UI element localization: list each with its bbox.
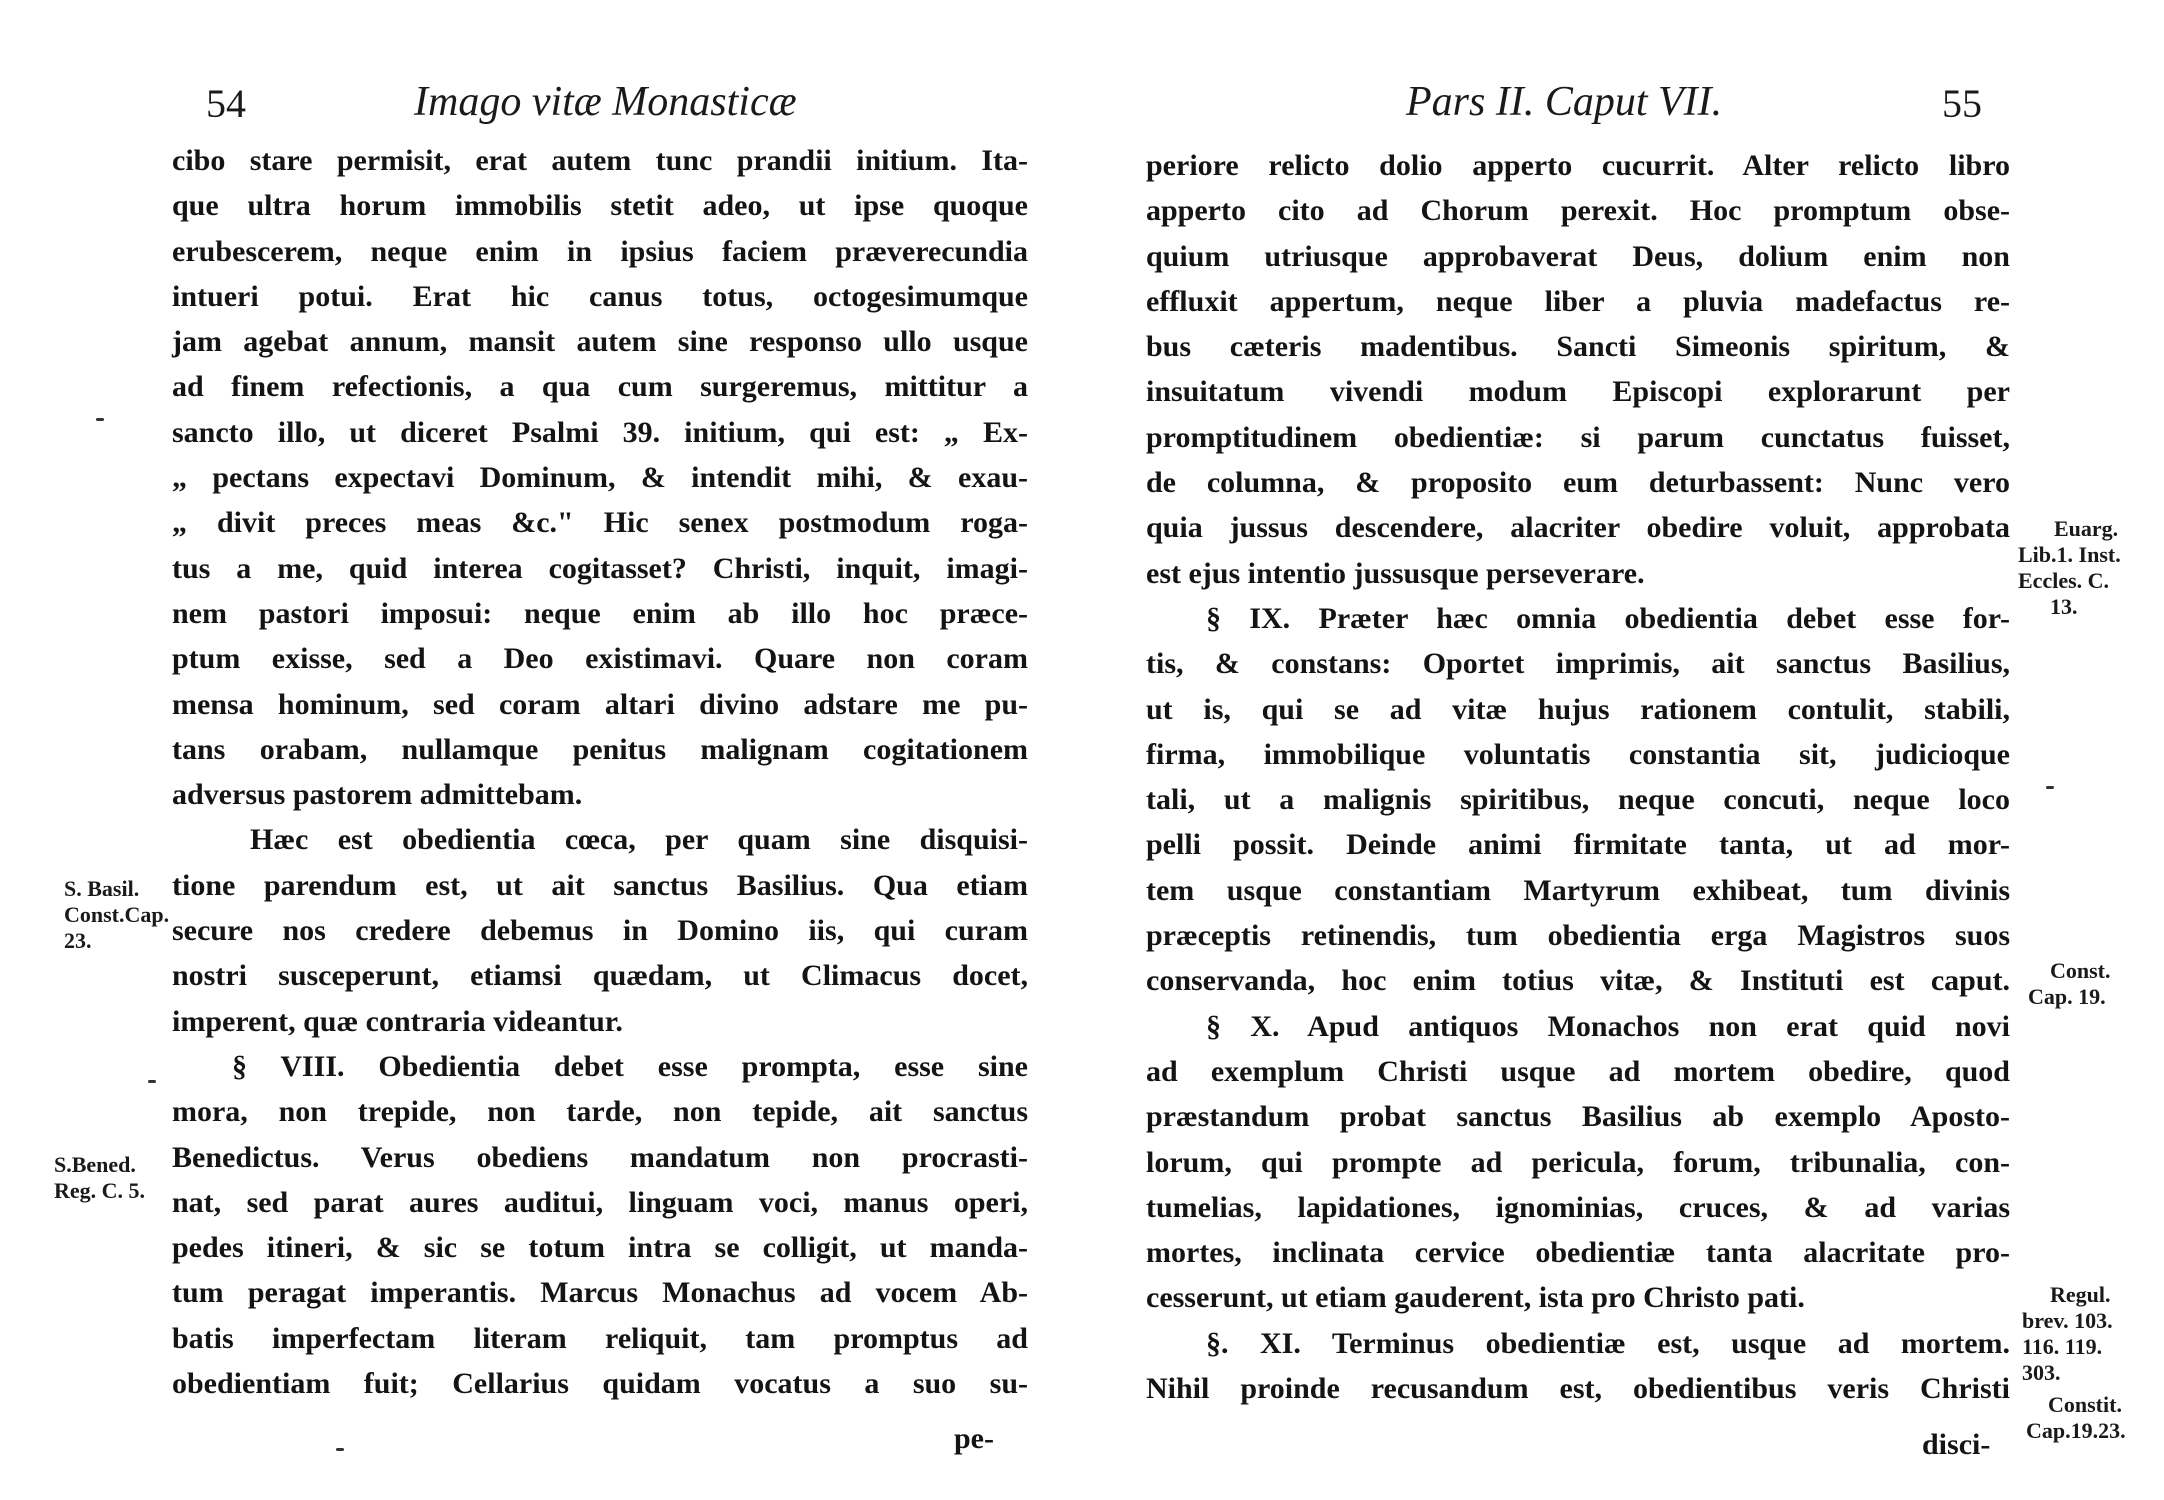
- body-text: [1146, 143, 2010, 1411]
- text-line: tans orabam, nullamque penitus malignam cogitationem: [172, 732, 1028, 766]
- margin-note-line: 303.: [2022, 1360, 2061, 1385]
- text-line: conservanda, hoc enim totius vitæ, & Instituti est caput.: [1146, 964, 2010, 998]
- margin-note-line: 23.: [64, 928, 92, 953]
- text-line: § VIII. Obedientia debet esse prompta, esse sine: [232, 1049, 1028, 1083]
- print-speck: [148, 1080, 156, 1083]
- text-line: § IX. Præter hæc omnia obedientia debet esse for-: [1206, 601, 2010, 635]
- text-line: sancto illo, ut diceret Psalmi 39. initium, qui est: „ Ex-: [172, 415, 1028, 449]
- text-line: præstandum probat sanctus Basilius ab exemplo Aposto-: [1146, 1100, 2010, 1134]
- text-line: de columna, & proposito eum deturbassent: Nunc vero: [1146, 466, 2010, 500]
- right-page: [1082, 0, 2164, 1500]
- margin-note-line: Constit.: [2048, 1392, 2122, 1417]
- text-line: Benedictus. Verus obediens mandatum non procrasti-: [172, 1140, 1028, 1174]
- text-line: tumelias, lapidationes, ignominias, cruces, & ad varias: [1146, 1190, 2010, 1224]
- text-line: batis imperfectam literam reliquit, tam promptus ad: [172, 1321, 1028, 1355]
- text-line: quia jussus descendere, alacriter obedire voluit, approbata: [1146, 511, 2010, 545]
- text-line: tione parendum est, ut ait sanctus Basilius. Qua etiam: [172, 868, 1028, 902]
- text-line: tem usque constantiam Martyrum exhibeat, tum divinis: [1146, 873, 2010, 907]
- text-line: promptitudinem obedientiæ: si parum cunctatus fuisset,: [1146, 420, 2010, 454]
- catchword: disci-: [1922, 1428, 1991, 1461]
- margin-note-line: Eccles. C.: [2018, 568, 2110, 593]
- text-line: que ultra horum immobilis stetit adeo, ut ipse quoque: [172, 189, 1028, 223]
- margin-note-line: 13.: [2050, 594, 2078, 619]
- text-line: tis, & constans: Oportet imprimis, ait sanctus Basilius,: [1146, 647, 2010, 681]
- margin-note: [64, 876, 169, 954]
- text-line: apperto cito ad Chorum perexit. Hoc promptum obse-: [1146, 194, 2010, 228]
- text-line: nostri susceperunt, etiamsi quædam, ut Climacus docet,: [172, 959, 1028, 993]
- text-line: „ divit preces meas &c." Hic senex postmodum roga-: [172, 506, 1028, 540]
- text-line: quium utriusque approbaverat Deus, dolium enim non: [1146, 239, 2010, 273]
- text-line: § X. Apud antiquos Monachos non erat quid novi: [1206, 1009, 2010, 1043]
- text-line: secure nos credere debemus in Domino iis, qui curam: [172, 914, 1028, 948]
- text-line: „ pectans expectavi Dominum, & intendit mihi, & exau-: [172, 461, 1028, 495]
- text-line: obedientiam fuit; Cellarius quidam vocatus a suo su-: [172, 1367, 1028, 1401]
- text-line: Hæc est obedientia cœca, per quam sine disquisi-: [250, 823, 1028, 857]
- text-line: bus cæteris madentibus. Sancti Simeonis spiritum, &: [1146, 330, 2010, 364]
- margin-note-line: 116. 119.: [2022, 1334, 2103, 1359]
- print-speck: [336, 1448, 344, 1451]
- margin-note: [2022, 1282, 2113, 1386]
- margin-note-line: S. Basil.: [64, 876, 140, 901]
- margin-note: [54, 1152, 145, 1204]
- text-line: insuitatum vivendi modum Episcopi explorarunt per: [1146, 375, 2010, 409]
- margin-note-line: Cap. 19.: [2028, 984, 2106, 1009]
- margin-note-line: Const.: [2050, 958, 2111, 983]
- text-line: cibo stare permisit, erat autem tunc prandii initium. Ita-: [172, 144, 1028, 177]
- running-head: Imago vitæ Monasticæ: [414, 79, 797, 125]
- page-number: 54: [206, 81, 246, 126]
- text-line: firma, immobilique voluntatis constantia sit, judicioque: [1146, 737, 2010, 771]
- text-line: tali, ut a malignis spiritibus, neque concuti, neque loco: [1146, 783, 2010, 817]
- text-line: est ejus intentio jussusque perseverare.: [1146, 556, 1645, 590]
- text-line: Nihil proinde recusandum est, obedientibus veris Christi: [1146, 1372, 2010, 1406]
- margin-note-line: S.Bened.: [54, 1152, 136, 1177]
- margin-note-line: brev. 103.: [2022, 1308, 2113, 1333]
- text-line: erubescerem, neque enim in ipsius faciem præverecundia: [172, 234, 1028, 268]
- text-line: ad exemplum Christi usque ad mortem obedire, quod: [1146, 1054, 2010, 1088]
- margin-note: [2026, 1392, 2126, 1444]
- margin-note: [2028, 958, 2111, 1010]
- print-speck: [2046, 786, 2054, 789]
- text-line: tum peragat imperantis. Marcus Monachus ad vocem Ab-: [172, 1276, 1028, 1310]
- margin-note-line: Const.Cap.: [64, 902, 170, 927]
- text-line: §. XI. Terminus obedientiæ est, usque ad mortem.: [1206, 1326, 2010, 1360]
- body-text: [172, 138, 1028, 1406]
- text-line: jam agebat annum, mansit autem sine responso ullo usque: [172, 325, 1028, 359]
- margin-note-line: Reg. C. 5.: [54, 1178, 146, 1203]
- print-speck: [96, 418, 104, 421]
- text-line: ad finem refectionis, a qua cum surgeremus, mittitur a: [172, 370, 1028, 404]
- text-line: pelli possit. Deinde animi firmitate tanta, ut ad mor-: [1146, 828, 2010, 862]
- text-line: mensa hominum, sed coram altari divino adstare me pu-: [172, 687, 1028, 721]
- text-line: nem pastori imposui: neque enim ab illo hoc præce-: [172, 596, 1028, 630]
- text-line: cesserunt, ut etiam gauderent, ista pro Christo pati.: [1146, 1281, 1805, 1315]
- text-line: præceptis retinendis, tum obedientia erga Magistros suos: [1146, 919, 2010, 953]
- text-line: mora, non trepide, non tarde, non tepide, ait sanctus: [172, 1095, 1028, 1129]
- catchword: pe-: [954, 1422, 994, 1455]
- text-line: effluxit appertum, neque liber a pluvia madefactus re-: [1146, 284, 2010, 318]
- margin-note: [2018, 516, 2121, 620]
- text-line: pedes itineri, & sic se totum intra se colligit, ut manda-: [172, 1231, 1028, 1265]
- margin-note-line: Euarg.: [2054, 516, 2119, 541]
- text-line: ptum exisse, sed a Deo existimavi. Quare non coram: [172, 642, 1028, 676]
- text-line: mortes, inclinata cervice obedientiæ tanta alacritate pro-: [1146, 1236, 2010, 1270]
- text-line: tus a me, quid interea cogitasset? Christi, inquit, imagi-: [172, 551, 1028, 585]
- margin-note-line: Regul.: [2050, 1282, 2111, 1307]
- text-line: lorum, qui prompte ad pericula, forum, tribunalia, con-: [1146, 1145, 2010, 1179]
- text-line: ut is, qui se ad vitæ hujus rationem contulit, stabili,: [1146, 692, 2010, 726]
- running-head: Pars II. Caput VII.: [1406, 79, 1723, 125]
- page-number: 55: [1942, 81, 1982, 126]
- margin-note-line: Cap.19.23.: [2026, 1418, 2126, 1443]
- text-line: nat, sed parat aures auditui, linguam voci, manus operi,: [172, 1185, 1028, 1219]
- margin-note-line: Lib.1. Inst.: [2018, 542, 2121, 567]
- text-line: intueri potui. Erat hic canus totus, octogesimumque: [172, 279, 1028, 313]
- text-line: imperent, quæ contraria videantur.: [172, 1004, 623, 1038]
- text-line: periore relicto dolio apperto cucurrit. Alter relicto libro: [1146, 149, 2010, 182]
- text-line: adversus pastorem admittebam.: [172, 778, 583, 812]
